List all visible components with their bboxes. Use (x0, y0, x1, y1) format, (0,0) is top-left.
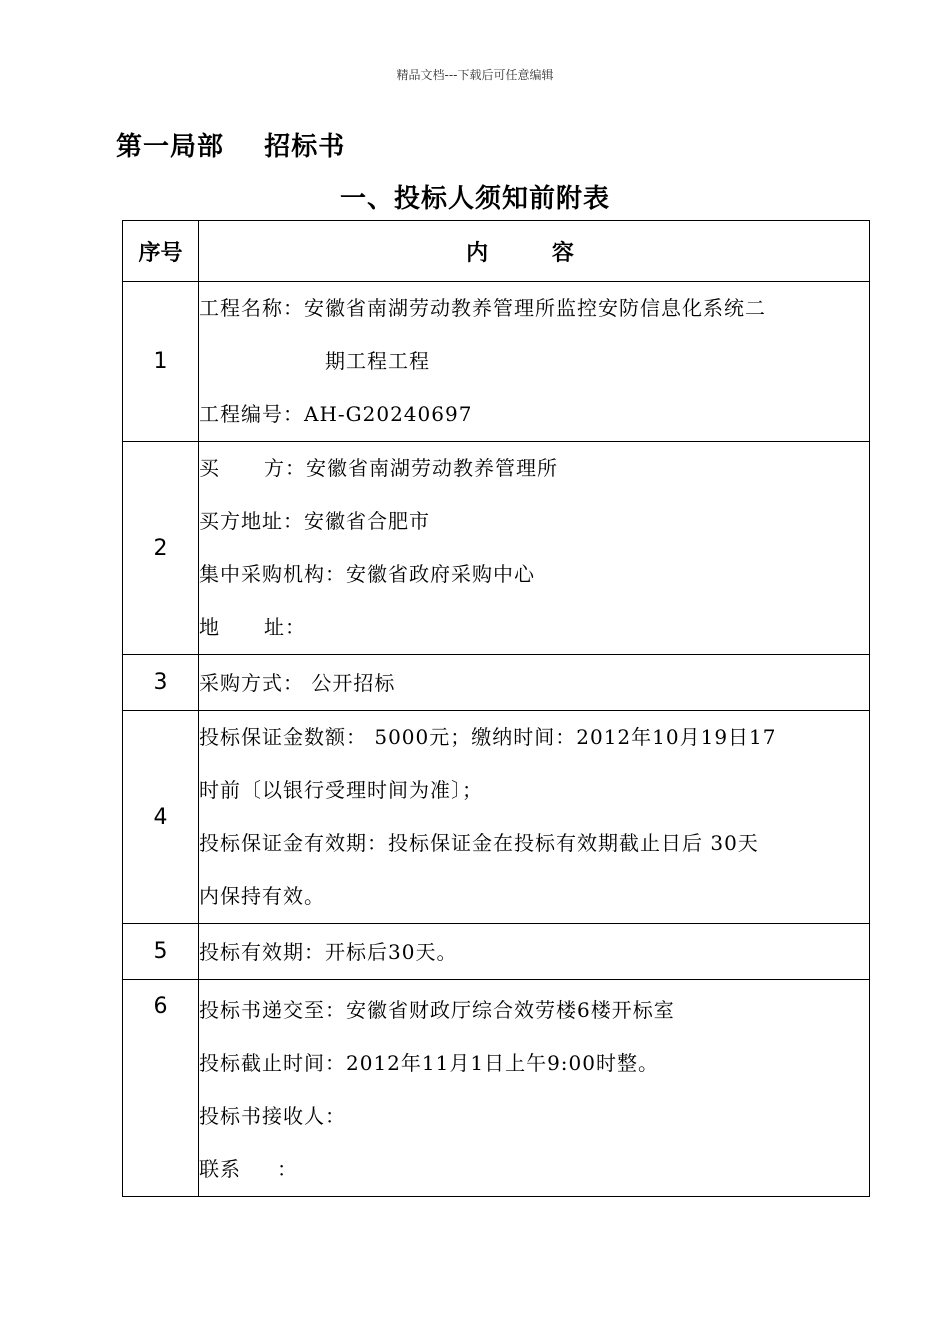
row-number: 5 (123, 924, 199, 980)
row-content (199, 980, 870, 1197)
buyer-value: 安徽省南湖劳动教养管理所 (306, 456, 558, 480)
watermark-header: 精品文档---下载后可任意编辑 (396, 68, 554, 82)
row-number: 2 (123, 442, 199, 655)
address-label-part1: 地 (199, 615, 220, 639)
bid-validity: 投标有效期：开标后30天。 (199, 940, 458, 964)
buyer-label-part2: 方： (264, 456, 306, 480)
table-row (123, 282, 870, 442)
submission-location: 投标书递交至：安徽省财政厅综合效劳楼6楼开标室 (199, 998, 675, 1022)
bid-bond-amount-continued: 时前〔以银行受理时间为准〕； (199, 778, 483, 802)
bid-receiver: 投标书接收人： (199, 1104, 346, 1128)
row-number: 1 (123, 282, 199, 442)
table-row (123, 655, 870, 711)
table-title: 一、投标人须知前附表 (339, 184, 610, 214)
row-content (199, 442, 870, 655)
project-number: 工程编号：AH-G20240697 (199, 402, 473, 426)
address-label-part2: 址： (264, 615, 306, 639)
row-content (199, 711, 870, 924)
buyer-label-part1: 买 (199, 456, 220, 480)
bid-bond-amount: 投标保证金数额： 5000元；缴纳时间：2012年10月19日17 (199, 725, 777, 749)
row-number: 4 (123, 711, 199, 924)
project-name: 工程名称：安徽省南湖劳动教养管理所监控安防信息化系统二 (199, 296, 766, 320)
submission-deadline: 投标截止时间：2012年11月1日上午9:00时整。 (199, 1051, 659, 1075)
row-content (199, 655, 870, 711)
table-header-row (123, 221, 870, 282)
bid-bond-validity-continued: 内保持有效。 (199, 884, 325, 908)
address-line (199, 601, 869, 654)
row-content (199, 924, 870, 980)
table-row (123, 711, 870, 924)
row-number: 3 (123, 655, 199, 711)
header-no: 序号 (123, 221, 199, 282)
contact-line (199, 1143, 869, 1196)
header-content: 内 容 (199, 221, 870, 282)
buyer-address: 买方地址：安徽省合肥市 (199, 509, 430, 533)
table-row (123, 980, 870, 1197)
contact-label: 联系 (199, 1157, 241, 1181)
bidder-instructions-table (122, 220, 870, 1197)
contact-colon: ： (277, 1157, 298, 1181)
table-row (123, 442, 870, 655)
row-number: 6 (123, 980, 199, 1197)
buyer-line (199, 442, 869, 495)
procurement-agency: 集中采购机构：安徽省政府采购中心 (199, 562, 535, 586)
table-row (123, 924, 870, 980)
bid-bond-validity: 投标保证金有效期：投标保证金在投标有效期截止日后 30天 (199, 831, 759, 855)
part-title: 第一局部 招标书 (116, 132, 346, 162)
procurement-method: 采购方式： 公开招标 (199, 671, 396, 695)
row-content (199, 282, 870, 442)
project-name-continued: 期工程工程 (325, 349, 430, 373)
